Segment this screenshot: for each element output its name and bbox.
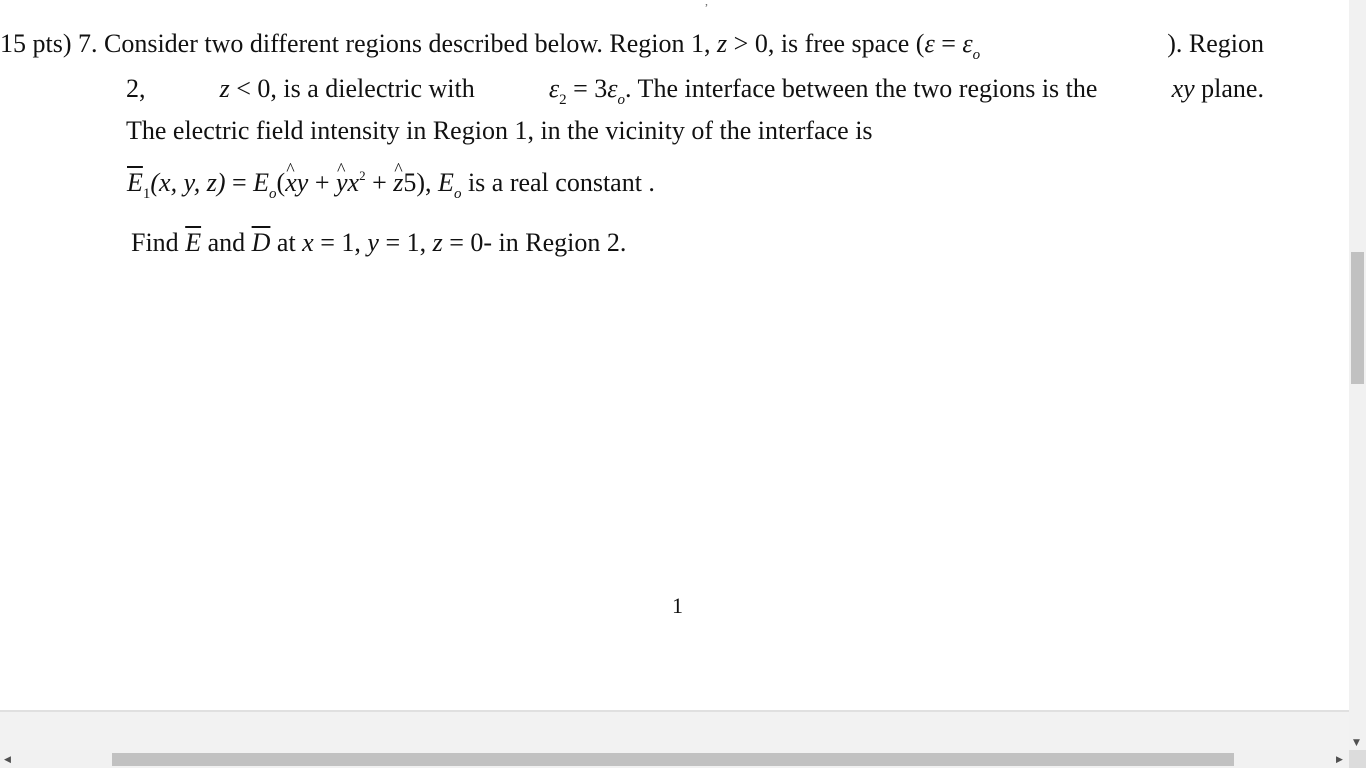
var-D-bar: $\overline{D}$ bbox=[251, 228, 271, 257]
line2-prefix: 2, bbox=[126, 74, 146, 103]
horizontal-scrollbar-thumb[interactable] bbox=[112, 753, 1234, 766]
var-E-o: E bbox=[253, 168, 270, 197]
var-E-o-constant: E bbox=[438, 168, 454, 197]
subscript-1: 1 bbox=[142, 186, 151, 202]
line2-middle: . The interface between the two regions is the bbox=[625, 74, 1098, 103]
line2-suffix: plane. bbox=[1194, 74, 1264, 103]
vertical-scrollbar-thumb[interactable] bbox=[1351, 252, 1364, 384]
problem-line-1 bbox=[0, 29, 1264, 63]
problem-line-2 bbox=[126, 74, 1264, 108]
word-and: and bbox=[201, 228, 252, 257]
open-paren: ( bbox=[276, 168, 286, 197]
equals: = bbox=[934, 29, 963, 58]
top-mark: , bbox=[705, 0, 708, 8]
line1-suffix: ). Region bbox=[1167, 29, 1264, 58]
var-y: y bbox=[296, 168, 309, 197]
find-prefix: Find bbox=[131, 228, 186, 257]
z-value: = 0- in Region 2. bbox=[442, 228, 627, 257]
var-epsilon-o: ε bbox=[962, 29, 973, 58]
equation-tail: is a real constant . bbox=[461, 168, 655, 197]
plus: + bbox=[365, 168, 394, 197]
page-number: 1 bbox=[672, 593, 683, 618]
var-x: x bbox=[302, 228, 314, 257]
var-E-bar: $\overline{E}$ bbox=[185, 228, 202, 257]
var-y: y bbox=[367, 228, 379, 257]
superscript-2: 2 bbox=[359, 168, 366, 183]
subscript-o: o bbox=[453, 186, 462, 202]
find-line bbox=[131, 228, 626, 258]
subscript-o: o bbox=[269, 186, 277, 202]
var-E-bar: $\overline{E}$ bbox=[127, 168, 143, 197]
scroll-down-arrow-icon[interactable]: ▼ bbox=[1353, 738, 1360, 748]
var-epsilon: ε bbox=[924, 29, 935, 58]
scroll-right-arrow-icon[interactable]: ▶ bbox=[1336, 755, 1343, 765]
y-value: = 1, bbox=[378, 228, 433, 257]
line1-condition: > 0, is free space ( bbox=[727, 29, 925, 58]
problem-line-3: The electric field intensity in Region 1, in the vicinity of the interface is bbox=[126, 116, 873, 145]
subscript-o: o bbox=[972, 47, 981, 63]
constant-five: 5), bbox=[403, 168, 432, 197]
var-epsilon-2: ε bbox=[548, 74, 560, 103]
line1-prefix: 15 pts) 7. Consider two different regions described below. Region 1, bbox=[0, 29, 718, 58]
var-epsilon-o: ε bbox=[607, 74, 618, 103]
field-equation bbox=[127, 168, 655, 202]
var-z: z bbox=[432, 228, 443, 257]
var-z: z bbox=[717, 29, 728, 58]
word-at: at bbox=[270, 228, 303, 257]
x-value: = 1, bbox=[313, 228, 368, 257]
equals-three: = 3 bbox=[566, 74, 608, 103]
plus: + bbox=[308, 168, 336, 197]
function-args: (x, y, z) bbox=[150, 168, 226, 197]
unit-z-hat: ^ z bbox=[393, 168, 403, 198]
page-gap bbox=[0, 710, 1349, 752]
unit-y-hat: ^ y bbox=[336, 168, 348, 198]
scroll-left-arrow-icon[interactable]: ◀ bbox=[4, 755, 11, 765]
scrollbar-corner bbox=[1349, 750, 1366, 768]
var-z: z bbox=[219, 74, 230, 103]
var-x: x bbox=[347, 168, 360, 197]
subscript-o: o bbox=[617, 92, 626, 108]
unit-x-hat: ^ x bbox=[285, 168, 297, 198]
subscript-2: 2 bbox=[559, 92, 567, 108]
equals: = bbox=[225, 168, 254, 197]
line2-condition: < 0, is a dielectric with bbox=[229, 74, 475, 103]
var-xy: xy bbox=[1171, 74, 1195, 103]
